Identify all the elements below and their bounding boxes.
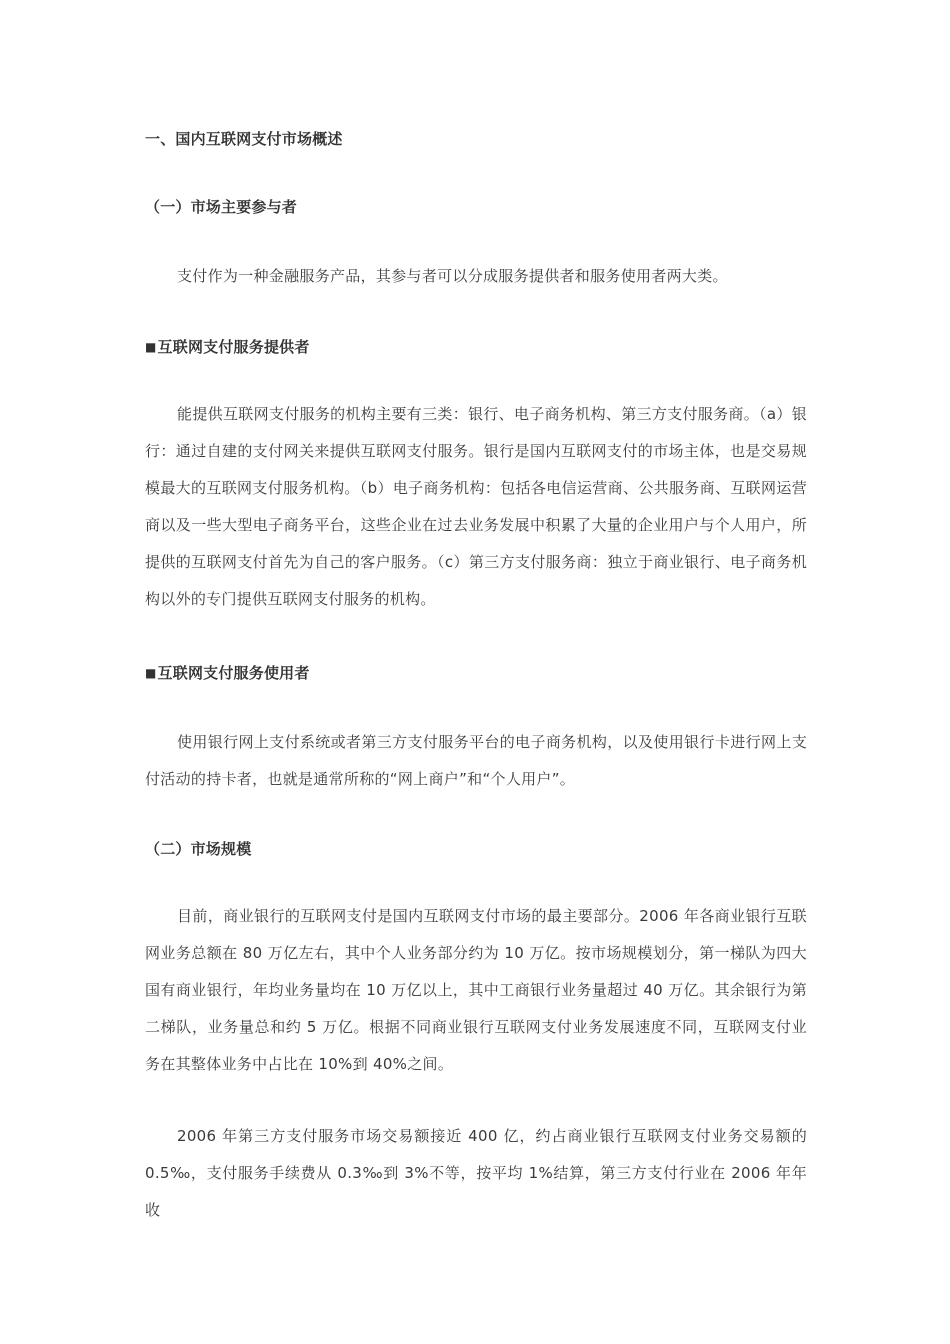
users-heading-label: 互联网支付服务使用者 [157,664,310,682]
subsection-title-market-size: （二）市场规模 [145,840,252,858]
market-size-paragraph-1: 目前，商业银行的互联网支付是国内互联网支付市场的最主要部分。2006 年各商业银行互联网业务总额在 80 万亿左右，其中个人业务部分约为 10 万亿。按市场规模划分，第一梯队为四大国有商业银行，年均业务量均在 10 万亿以上，其中工商银行业务量超过 40 万亿。其余银行为第二梯队，业务量总和约 5 万亿。根据不同商业银行互联网支付业务发展速度不同，互联网支付业务在其整体业务中占比在 10%到 40%之间。 [145,907,807,1073]
section-title: 一、国内互联网支付市场概述 [145,130,343,148]
users-paragraph: 使用银行网上支付系统或者第三方支付服务平台的电子商务机构，以及使用银行卡进行网上支付活动的持卡者，也就是通常所称的“网上商户”和“个人用户”。 [145,733,807,788]
providers-paragraph: 能提供互联网支付服务的机构主要有三类：银行、电子商务机构、第三方支付服务商。（a）银行：通过自建的支付网关来提供互联网支付服务。银行是国内互联网支付的市场主体，也是交易规模最大的互联网支付服务机构。（b）电子商务机构：包括各电信运营商、公共服务商、互联网运营商以及一些大型电子商务平台，这些企业在过去业务发展中积累了大量的企业用户与个人用户，所提供的互联网支付首先为自己的客户服务。（c）第三方支付服务商：独立于商业银行、电子商务机构以外的专门提供互联网支付服务的机构。 [145,405,807,608]
participants-intro-paragraph: 支付作为一种金融服务产品，其参与者可以分成服务提供者和服务使用者两大类。 [177,267,728,285]
square-bullet-icon: ■ [145,666,157,680]
square-bullet-icon: ■ [145,340,157,354]
providers-heading-label: 互联网支付服务提供者 [157,338,310,356]
subsection-title-participants: （一）市场主要参与者 [145,198,298,216]
providers-heading [145,336,310,357]
market-size-paragraph-2: 2006 年第三方支付服务市场交易额接近 400 亿，约占商业银行互联网支付业务交易额的 0.5‰，支付服务手续费从 0.3‰到 3%不等，按平均 1%结算，第三方支付行业在 2006 年年收 [145,1127,807,1219]
users-heading [145,662,310,683]
